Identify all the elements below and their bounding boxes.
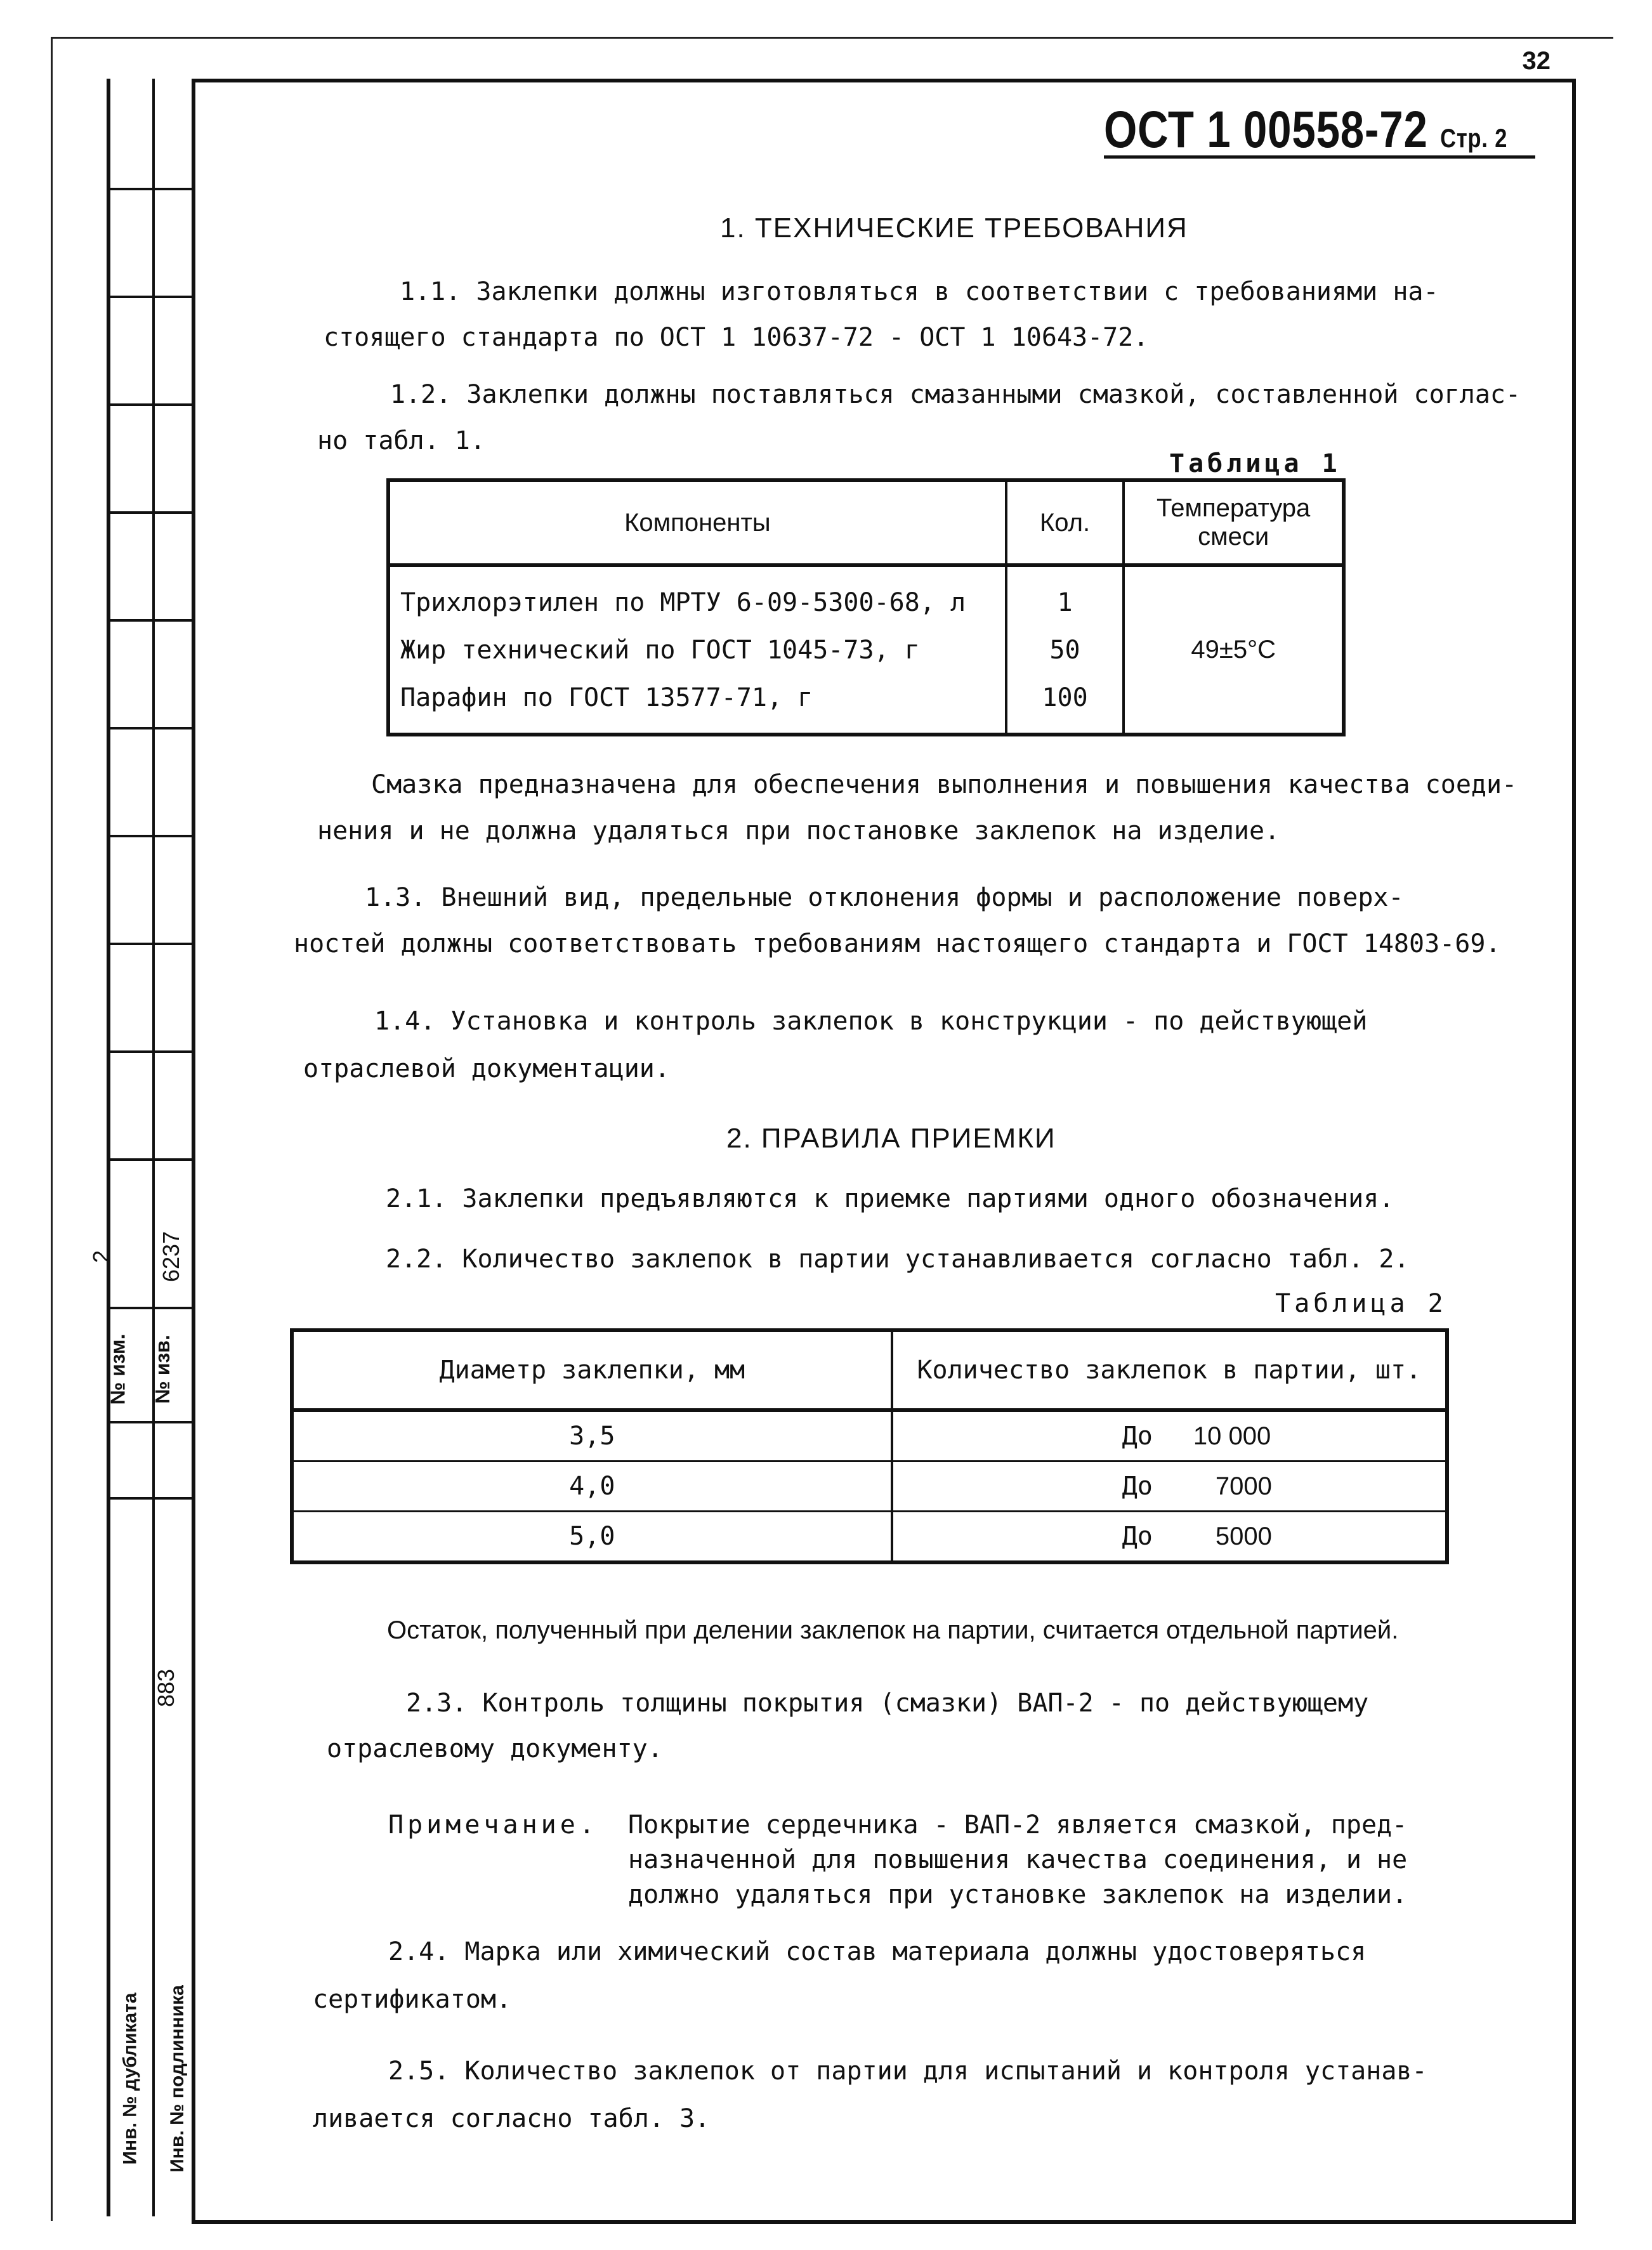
table-1-lubricant-components [390, 482, 1342, 733]
margin-tick [107, 1158, 192, 1161]
notice-number-label: № изв. [150, 1335, 174, 1404]
header-rivets-per-batch: Количество заклепок в партии, шт. [892, 1332, 1445, 1410]
clause-1-2-line-1: 1.2. Заклепки должны поставляться смазанными смазкой, составленной соглас- [390, 380, 1521, 409]
note-line-1: Покрытие сердечника - ВАП-2 является смазкой, пред- [628, 1810, 1408, 1840]
batch-quantity-cell [892, 1512, 1445, 1561]
clause-2-5-line-2: ливается согласно табл. 3. [313, 2104, 711, 2133]
margin-tick [107, 1050, 192, 1053]
clause-1-2-line-2: но табл. 1. [317, 426, 485, 455]
original-inventory-label: Инв. № подлинника [166, 1985, 188, 2173]
clause-2-4-line-2: сертификатом. [313, 1985, 512, 2014]
original-inventory-value: 883 [153, 1668, 180, 1708]
lubricant-purpose-line-2: нения и не должна удаляться при постановке заклепок на изделие. [317, 816, 1280, 846]
table-1-caption: Таблица 1 [1169, 449, 1341, 478]
standard-code: ОСТ 1 00558-72 [1104, 101, 1428, 159]
table-2-caption: Таблица 2 [1275, 1289, 1447, 1318]
clause-1-3-line-2: ностей должны соответствовать требованиям настоящего стандарта и ГОСТ 14803-69. [294, 929, 1501, 958]
clause-1-1-line-1: 1.1. Заклепки должны изготовляться в соответствии с требованиями на- [400, 277, 1439, 306]
rivet-diameter: 4,0 [294, 1462, 892, 1512]
margin-tick [107, 619, 192, 622]
note-line-3: должно удаляться при установке заклепок на изделии. [628, 1880, 1408, 1909]
clause-2-4-line-1: 2.4. Марка или химический состав материала должны удостоверяться [388, 1937, 1367, 1966]
margin-tick [107, 511, 192, 514]
document-code [1104, 100, 1507, 160]
batch-quantity: 10 000 [1193, 1422, 1271, 1450]
table-header-row [390, 482, 1342, 565]
clause-1-1-line-2: стоящего стандарта по ОСТ 1 10637-72 - ОСТ 1 10643-72. [324, 323, 1149, 352]
rivet-diameter: 5,0 [294, 1512, 892, 1561]
lubricant-purpose-line-1: Смазка предназначена для обеспечения выполнения и повышения качества соеди- [371, 770, 1518, 799]
batch-quantity-prefix: До [1122, 1472, 1153, 1501]
margin-tick [107, 835, 192, 837]
component-quantity: 100 [1006, 674, 1124, 733]
clause-1-4-line-1: 1.4. Установка и контроль заклепок в конструкции - по действующей [374, 1007, 1368, 1036]
margin-tick [107, 1421, 192, 1423]
change-number-value: 2 [88, 1250, 115, 1264]
notice-number-value: 6237 [158, 1231, 185, 1283]
margin-column-divider [152, 79, 155, 2216]
mix-temperature-value: 49±5°C [1191, 636, 1276, 664]
remainder-note: Остаток, полученный при делении заклепок на партии, считается отдельной партией. [387, 1616, 1399, 1644]
header-quantity: Кол. [1006, 482, 1124, 565]
batch-quantity: 5000 [1215, 1522, 1272, 1550]
note-line-2: назначенной для повышения качества соединения, и не [628, 1845, 1408, 1874]
clause-2-3-line-1: 2.3. Контроль толщины покрытия (смазки) ВАП-2 - по действующему [406, 1689, 1369, 1718]
margin-tick [107, 727, 192, 729]
margin-tick [107, 1307, 192, 1309]
component-quantity: 50 [1006, 626, 1124, 674]
margin-tick [107, 296, 192, 298]
margin-tick [107, 1497, 192, 1500]
header-rivet-diameter: Диаметр заклепки, мм [294, 1332, 892, 1410]
change-number-label: № изм. [106, 1333, 129, 1405]
clause-2-2: 2.2. Количество заклепок в партии устанавливается согласно табл. 2. [386, 1245, 1410, 1274]
batch-quantity-cell [892, 1410, 1445, 1462]
page-number: 32 [1522, 47, 1550, 75]
clause-2-3-line-2: отраслевому документу. [327, 1734, 663, 1763]
margin-tick [107, 943, 192, 945]
clause-2-5-line-1: 2.5. Количество заклепок от партии для испытаний и контроля устанав- [388, 2057, 1427, 2086]
note-label: Примечание. [388, 1810, 598, 1840]
component-name: Парафин по ГОСТ 13577-71, г [390, 674, 1006, 733]
section-2-title: 2. ПРАВИЛА ПРИЕМКИ [726, 1123, 1056, 1154]
section-1-title: 1. ТЕХНИЧЕСКИЕ ТРЕБОВАНИЯ [720, 213, 1188, 244]
batch-quantity-prefix: До [1122, 1422, 1153, 1451]
table-row [294, 1512, 1445, 1561]
table-row [294, 1410, 1445, 1462]
component-quantity: 1 [1006, 565, 1124, 626]
table-2-batch-size [294, 1332, 1445, 1560]
margin-tick [107, 403, 192, 406]
clause-2-1: 2.1. Заклепки предъявляются к приемке партиями одного обозначения. [386, 1184, 1394, 1213]
page-label: Стр. 2 [1440, 123, 1508, 153]
batch-quantity-prefix: До [1122, 1522, 1153, 1551]
clause-1-3-line-1: 1.3. Внешний вид, предельные отклонения формы и расположение поверх- [365, 883, 1404, 912]
table-row [390, 565, 1342, 626]
rivet-diameter: 3,5 [294, 1410, 892, 1462]
batch-quantity-cell [892, 1462, 1445, 1512]
component-name: Жир технический по ГОСТ 1045-73, г [390, 626, 1006, 674]
table-header-row [294, 1332, 1445, 1410]
clause-1-4-line-2: отраслевой документации. [303, 1054, 670, 1083]
margin-tick [107, 188, 192, 190]
margin-stamp-column [107, 79, 195, 2216]
component-name: Трихлорэтилен по МРТУ 6-09-5300-68, л [390, 565, 1006, 626]
table-row [294, 1462, 1445, 1512]
header-mix-temperature: Температура смеси [1124, 482, 1342, 565]
batch-quantity: 7000 [1215, 1472, 1272, 1500]
duplicate-inventory-label: Инв. № дубликата [119, 1992, 141, 2165]
header-underline [1104, 155, 1535, 159]
header-components: Компоненты [390, 482, 1006, 565]
